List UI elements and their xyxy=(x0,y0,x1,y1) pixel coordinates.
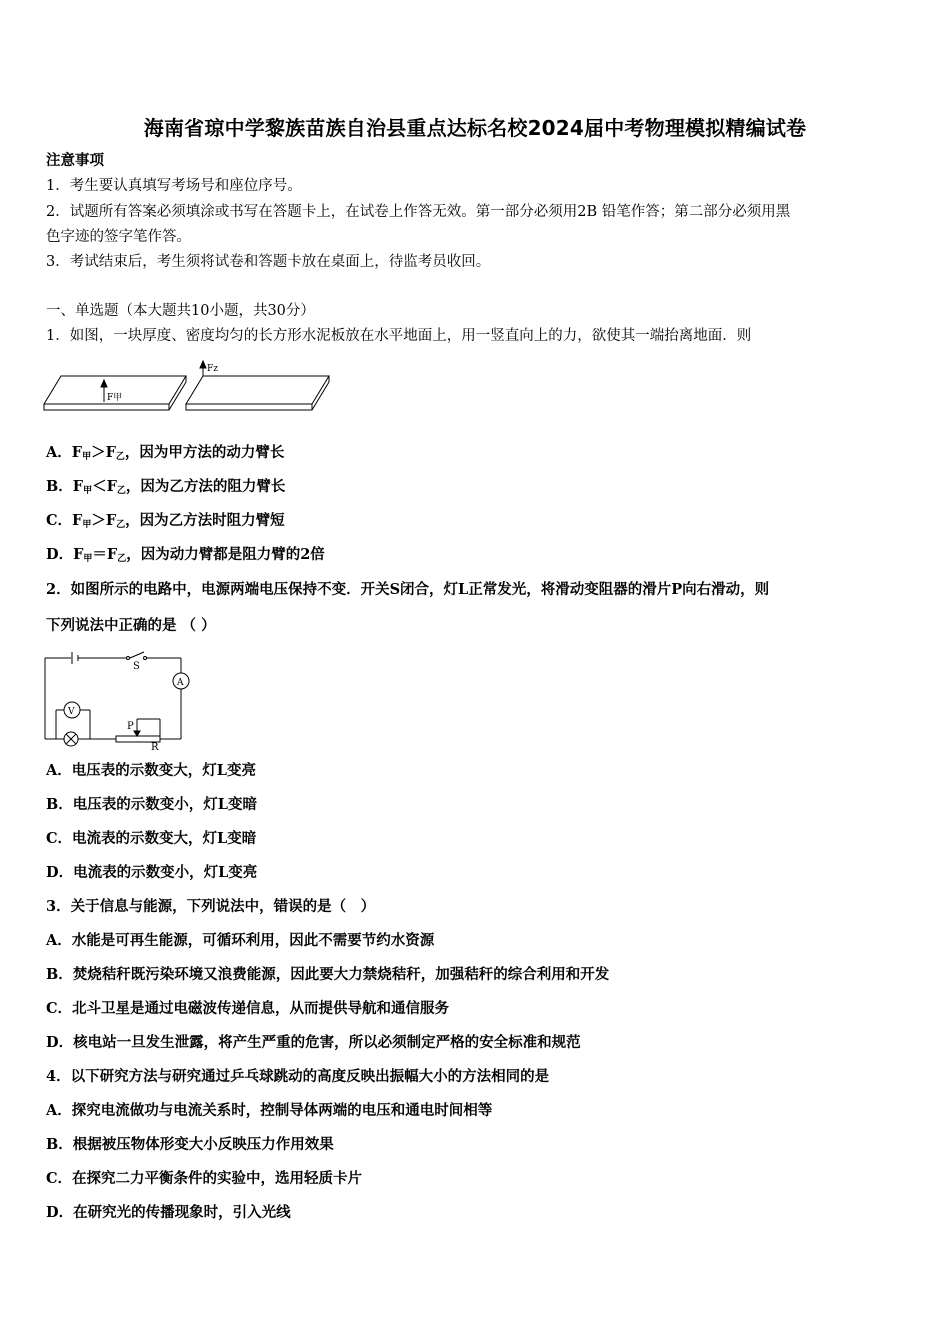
q1-option-a: A．$F_甲>F_乙$，因为甲方法的动力臂长 xyxy=(46,444,285,462)
rheostat-label: R xyxy=(151,742,159,753)
notice-item: 2．试题所有答案必须填涂或书写在答题卡上，在试卷上作答无效。第一部分必须用2B 铅笔作答；第二部分必须用黑 xyxy=(46,204,791,220)
question-4-stem: 4．以下研究方法与研究通过乒乓球跳动的高度反映出振幅大小的方法相同的是 xyxy=(46,1068,550,1085)
q3-option: D．核电站一旦发生泄露，将产生严重的危害，所以必须制定严格的安全标准和规范 xyxy=(46,1034,581,1051)
q3-option: B．焚烧秸秆既污染环境又浪费能源，因此要大力禁烧秸秆，加强秸秆的综合利用和开发 xyxy=(46,966,610,983)
q4-option: C．在探究二力平衡条件的实验中，选用轻质卡片 xyxy=(46,1170,363,1187)
switch-blade xyxy=(130,652,144,658)
switch-label: S xyxy=(133,661,140,672)
q1-option-d: D．$F_甲=F_乙$，因为动力臂都是阻力臂的2倍 xyxy=(46,546,325,564)
force-label-left: F甲 xyxy=(107,393,123,403)
q2-option: C．电流表的示数变大，灯L变暗 xyxy=(46,830,257,847)
question-1-stem: 1．如图，一块厚度、密度均匀的长方形水泥板放在水平地面上，用一竖直向上的力，欲使其一端抬离地面．则 xyxy=(46,328,752,344)
q1-option-b: B．$F_甲<F_乙$，因为乙方法的阻力臂长 xyxy=(46,478,286,496)
question-3-stem: 3．关于信息与能源，下列说法中，错误的是（ ） xyxy=(46,898,376,915)
ammeter-label: A xyxy=(177,678,184,688)
q1-option-c: C．$F_甲>F_乙$，因为乙方法时阻力臂短 xyxy=(46,512,285,530)
q3-option: C．北斗卫星是通过电磁波传递信息，从而提供导航和通信服务 xyxy=(46,1000,450,1017)
notice-heading: 注意事项 xyxy=(46,152,104,169)
q2-option: B．电压表的示数变小，灯L变暗 xyxy=(46,796,257,813)
q4-option: A．探究电流做功与电流关系时，控制导体两端的电压和通电时间相等 xyxy=(46,1102,493,1119)
q4-option: B．根据被压物体形变大小反映压力作用效果 xyxy=(46,1136,334,1153)
q4-option: D．在研究光的传播现象时，引入光线 xyxy=(46,1204,291,1221)
notice-item: 3．考试结束后，考生须将试卷和答题卡放在桌面上，待监考员收回。 xyxy=(46,254,491,270)
circuit-diagram xyxy=(44,650,192,753)
slab-right xyxy=(186,376,329,404)
slab-figure xyxy=(44,364,334,416)
voltmeter-label: V xyxy=(68,707,75,717)
notice-item: 色字迹的签字笔作答。 xyxy=(46,229,191,245)
exam-title: 海南省琼中学黎族苗族自治县重点达标名校2024届中考物理模拟精编试卷 xyxy=(143,116,807,140)
notice-item: 1．考生要认真填写考场号和座位序号。 xyxy=(46,178,302,194)
section-heading: 一、单选题（本大题共10小题，共30分） xyxy=(46,303,315,319)
force-label-right: Fz xyxy=(207,364,218,374)
question-2-stem-cont: 下列说法中正确的是 （ ） xyxy=(46,617,216,634)
q2-option: D．电流表的示数变小，灯L变亮 xyxy=(46,864,258,881)
question-2-stem: 2．如图所示的电路中，电源两端电压保持不变．开关S闭合，灯L正常发光，将滑动变阻器的滑片P向右滑动，则 xyxy=(46,581,770,598)
slider-label: P xyxy=(127,721,134,732)
q2-option: A．电压表的示数变大，灯L变亮 xyxy=(46,762,256,779)
q3-option: A．水能是可再生能源，可循环利用，因此不需要节约水资源 xyxy=(46,932,435,949)
